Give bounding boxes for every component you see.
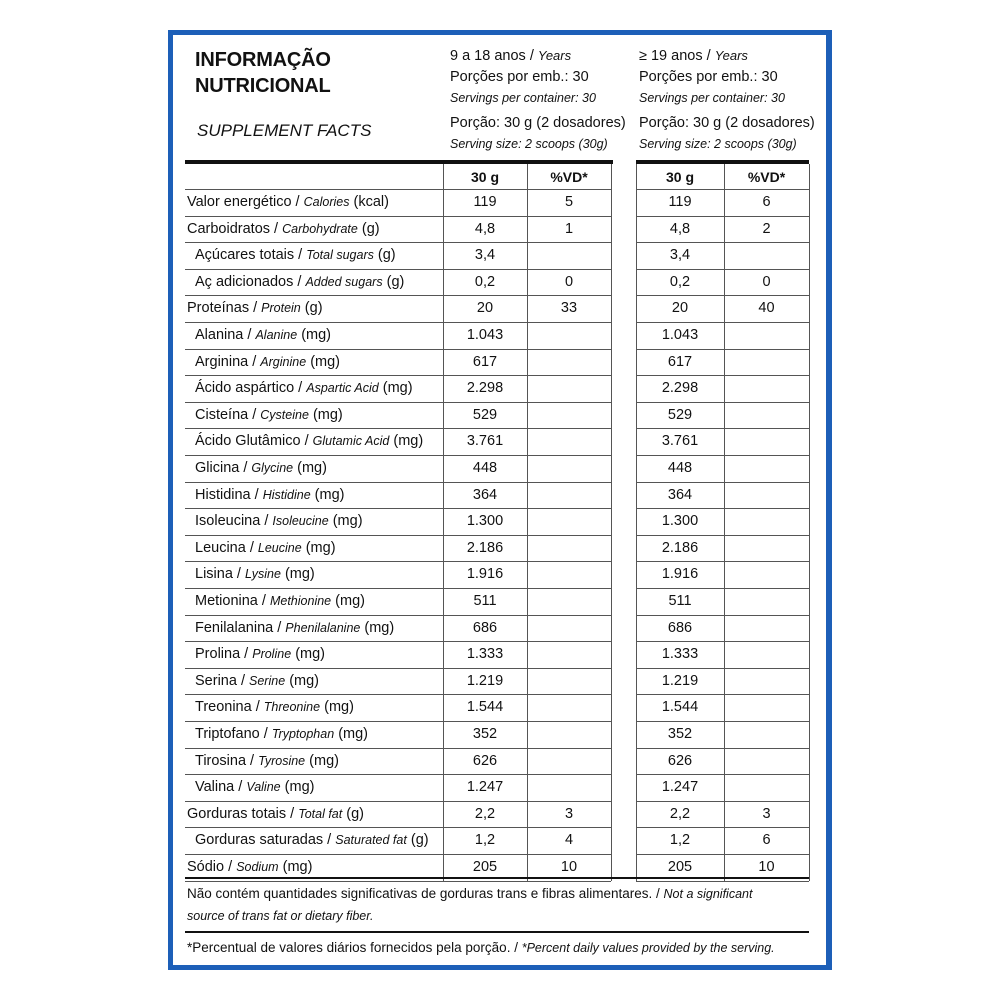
- nutrient-name-pt: Glicina /: [195, 460, 248, 476]
- amount-group-2: 1.300: [661, 513, 699, 530]
- nutrient-name-pt: Valor energético /: [187, 194, 300, 210]
- amount-group-2: 1.916: [661, 566, 699, 583]
- nutrient-label: [195, 615, 394, 642]
- nutrient-name-pt: Lisina /: [195, 566, 241, 583]
- footer-note-1: [187, 883, 752, 927]
- amount-group-2: 119: [668, 194, 692, 210]
- nutrient-name-pt: Metionina /: [195, 593, 266, 609]
- nutrition-label-frame: [168, 30, 832, 970]
- amount-group-2: 2.298: [661, 380, 699, 397]
- nutrient-name-en: Total fat: [298, 806, 343, 821]
- amount-group-1: 2.298: [466, 380, 504, 397]
- dv-group-2: 10: [758, 859, 775, 875]
- nutrient-name-en: Leucine: [257, 540, 302, 555]
- dv-group-1: [527, 748, 611, 775]
- amount-group-1: 1,2: [474, 832, 496, 849]
- amount-group-1: 1.544: [466, 699, 504, 716]
- nutrient-name-pt: Ácido Glutâmico /: [195, 433, 309, 450]
- nutrient-label: [195, 242, 396, 269]
- nutrient-label: [195, 269, 404, 296]
- nutrient-unit: (g): [361, 220, 380, 237]
- nutrient-name-en: Carbohydrate: [282, 221, 358, 236]
- dv-group-2: 40: [758, 300, 775, 317]
- nutrition-label: [173, 35, 826, 965]
- dv-group-1: [527, 721, 611, 748]
- dv-group-1: [527, 242, 611, 269]
- nutrient-unit: (mg): [309, 752, 339, 769]
- title-line-1: INFORMAÇÃO: [195, 49, 331, 71]
- dv-group-2: [724, 615, 809, 642]
- nutrient-name-en: Calories: [303, 195, 350, 209]
- dv-group-1: [527, 561, 611, 588]
- group-2-age-en: Years: [714, 48, 748, 63]
- nutrient-label: [195, 588, 365, 615]
- nutrient-label: [195, 428, 423, 455]
- dv-group-2: [724, 641, 809, 668]
- nutrient-name-pt: Ácido aspártico /: [195, 380, 303, 397]
- amount-group-2: 1.247: [661, 779, 699, 796]
- dv-group-1: [527, 535, 611, 562]
- dv-group-1: 10: [560, 859, 578, 875]
- nutrient-name-en: Serine: [249, 673, 286, 688]
- nutrient-name-en: Added sugars: [305, 274, 383, 289]
- amount-group-2: 364: [667, 486, 693, 503]
- nutrient-label: [195, 535, 336, 562]
- amount-group-1: 364: [472, 486, 498, 503]
- amount-group-1: 1.300: [466, 513, 504, 530]
- amount-group-1: 3.761: [466, 433, 504, 450]
- footer-note-1-line-2: [187, 905, 752, 927]
- dv-group-2: [724, 668, 809, 695]
- nutrient-name-pt: Carboidratos /: [187, 220, 279, 237]
- nutrient-name-pt: Açúcares totais /: [195, 247, 303, 264]
- col-amount-header-2: 30 g: [665, 169, 694, 185]
- amount-group-1: 529: [472, 406, 498, 423]
- title-line-2: NUTRICIONAL: [195, 75, 331, 97]
- nutrient-name-pt: Isoleucina /: [195, 513, 269, 530]
- nutrient-name-en: Tryptophan: [271, 727, 335, 741]
- group-1-age-en: Years: [537, 48, 572, 63]
- amount-group-1: 1.247: [466, 779, 504, 796]
- group-1-servings-en: Servings per container: 30: [450, 91, 596, 105]
- nutrient-name-pt: Treonina /: [195, 699, 260, 716]
- vline-end-2: [809, 164, 810, 881]
- footer-note-2-en: *Percent daily values provided by the serving.: [521, 941, 775, 955]
- nutrient-name-en: Saturated fat: [335, 833, 407, 848]
- nutrient-label: [195, 508, 363, 535]
- footer-note-1-line-1: [187, 883, 752, 905]
- dv-group-1: 0: [564, 273, 574, 290]
- nutrient-name-en: Methionine: [269, 594, 332, 608]
- amount-group-1: 205: [472, 859, 498, 875]
- nutrient-name-pt: Histidina /: [195, 486, 259, 503]
- dv-group-2: 6: [762, 832, 771, 849]
- nutrient-name-en: Glutamic Acid: [312, 434, 390, 449]
- nutrient-unit: (mg): [295, 646, 325, 663]
- amount-group-1: 4,8: [474, 220, 496, 237]
- amount-group-1: 1.916: [466, 566, 504, 583]
- nutrient-label: [195, 774, 314, 801]
- nutrient-name-pt: Aç adicionados /: [195, 273, 302, 290]
- amount-group-2: 0,2: [669, 273, 691, 290]
- dv-group-2: [724, 748, 809, 775]
- nutrient-name-en: Tyrosine: [258, 753, 306, 768]
- dv-group-2: [724, 349, 809, 376]
- nutrient-unit: (mg): [382, 380, 413, 397]
- nutrient-label: [195, 748, 339, 775]
- dv-group-2: 6: [762, 194, 771, 210]
- row-divider-right: [636, 881, 809, 882]
- amount-group-2: 529: [667, 406, 693, 423]
- dv-group-1: [527, 694, 611, 721]
- col-dv-header-2: %VD*: [747, 169, 786, 185]
- nutrient-unit: (mg): [284, 779, 315, 796]
- nutrient-label: [195, 349, 340, 376]
- dv-group-2: [724, 428, 809, 455]
- footer-note-2-pt: *Percentual de valores diários fornecidos pela porção. /: [187, 940, 518, 955]
- amount-group-2: 3.761: [661, 433, 699, 450]
- amount-group-2: 1.333: [661, 646, 699, 663]
- nutrient-unit: (g): [377, 247, 396, 264]
- dv-group-2: [724, 455, 809, 482]
- dv-group-1: 1: [564, 220, 574, 237]
- amount-group-2: 448: [667, 460, 693, 476]
- amount-group-2: 205: [667, 859, 693, 875]
- dv-group-2: [724, 721, 809, 748]
- group-1-servings: Porções por emb.: 30: [450, 69, 589, 85]
- dv-group-2: [724, 402, 809, 429]
- nutrient-name-pt: Prolina /: [195, 646, 249, 663]
- nutrient-name-en: Threonine: [263, 700, 321, 715]
- group-1-portion-en: Serving size: 2 scoops (30g): [450, 137, 608, 151]
- amount-group-1: 686: [472, 619, 498, 636]
- nutrient-name-en: Aspartic Acid: [306, 381, 379, 396]
- nutrient-name-pt: Alanina /: [195, 327, 252, 343]
- dv-group-2: [724, 588, 809, 615]
- nutrient-label: [195, 375, 413, 402]
- amount-group-2: 1.219: [661, 672, 699, 689]
- group-2-portion: Porção: 30 g (2 dosadores): [639, 115, 815, 131]
- nutrient-name-en: Lysine: [244, 567, 281, 582]
- group-2-servings-en: Servings per container: 30: [639, 91, 785, 105]
- dv-group-1: [527, 482, 611, 509]
- nutrient-unit: (mg): [301, 327, 332, 343]
- nutrient-unit: (g): [346, 805, 364, 822]
- nutrient-label: [195, 402, 343, 429]
- nutrient-name-en: Total sugars: [306, 248, 374, 263]
- dv-group-2: 3: [762, 805, 771, 822]
- amount-group-1: 352: [472, 726, 498, 742]
- group-2-servings: Porções por emb.: 30: [639, 69, 778, 85]
- nutrient-label: [187, 189, 389, 216]
- dv-group-2: [724, 535, 809, 562]
- dv-group-1: [527, 322, 611, 349]
- dv-group-1: [527, 508, 611, 535]
- nutrient-unit: (g): [304, 300, 323, 317]
- label-title: [195, 47, 331, 99]
- nutrient-label: [195, 694, 354, 721]
- amount-group-2: 20: [671, 300, 689, 317]
- nutrient-unit: (mg): [312, 406, 343, 423]
- nutrient-name-en: Valine: [246, 780, 281, 795]
- dv-group-2: 2: [762, 220, 771, 237]
- nutrient-unit: (mg): [305, 539, 336, 556]
- nutrient-label: [195, 641, 325, 668]
- group-2-age: [639, 45, 815, 67]
- group-header-2: [639, 45, 815, 155]
- nutrient-unit: (mg): [310, 353, 341, 370]
- dv-group-2: [724, 774, 809, 801]
- amount-group-2: 2,2: [669, 805, 691, 822]
- nutrient-label: [195, 322, 331, 349]
- dv-group-1: [527, 455, 611, 482]
- amount-group-1: 0,2: [474, 273, 496, 290]
- amount-group-2: 3,4: [669, 247, 691, 264]
- footer-note-1-pt: Não contém quantidades significativas de gorduras trans e fibras alimentares. /: [187, 886, 660, 901]
- nutrient-label: [195, 455, 327, 482]
- amount-group-1: 1.043: [466, 327, 504, 343]
- amount-group-1: 626: [472, 752, 498, 769]
- dv-group-1: [527, 375, 611, 402]
- dv-group-2: [724, 242, 809, 269]
- footer-rule-middle: [185, 931, 809, 933]
- nutrient-name-pt: Gorduras totais /: [187, 805, 295, 822]
- amount-group-2: 686: [667, 619, 693, 636]
- amount-group-1: 2,2: [474, 805, 496, 822]
- nutrient-name-pt: Leucina /: [195, 539, 254, 556]
- nutrient-name-pt: Cisteína /: [195, 406, 257, 423]
- amount-group-2: 617: [667, 353, 693, 370]
- amount-group-2: 1.043: [661, 327, 699, 343]
- nutrient-unit: (g): [410, 832, 429, 849]
- nutrient-name-en: Arginine: [260, 354, 307, 369]
- nutrient-unit: (mg): [335, 593, 365, 609]
- amount-group-2: 2.186: [661, 539, 699, 556]
- dv-group-1: 3: [564, 805, 574, 822]
- nutrient-name-en: Isoleucine: [272, 514, 329, 529]
- amount-group-2: 352: [667, 726, 693, 742]
- dv-group-1: [527, 668, 611, 695]
- amount-group-1: 1.333: [466, 646, 504, 663]
- row-divider-left: [185, 881, 611, 882]
- group-1-age: [450, 45, 626, 67]
- dv-group-2: [724, 375, 809, 402]
- dv-group-1: [527, 774, 611, 801]
- dv-group-1: 5: [564, 194, 574, 210]
- dv-group-2: 0: [762, 273, 771, 290]
- dv-group-1: [527, 349, 611, 376]
- nutrient-unit: (mg): [393, 433, 424, 450]
- nutrient-unit: (mg): [324, 699, 354, 716]
- nutrient-name-en: Protein: [261, 301, 301, 316]
- nutrient-name-en: Glycine: [251, 461, 294, 475]
- amount-group-2: 626: [667, 752, 693, 769]
- dv-group-1: [527, 615, 611, 642]
- nutrient-unit: (mg): [314, 486, 345, 503]
- dv-group-1: [527, 641, 611, 668]
- dv-group-2: [724, 561, 809, 588]
- dv-group-1: [527, 428, 611, 455]
- col-dv-header-1: %VD*: [550, 169, 588, 185]
- nutrient-unit: (mg): [332, 513, 363, 530]
- amount-group-1: 119: [473, 194, 497, 210]
- nutrient-unit: (mg): [338, 726, 368, 742]
- nutrient-label: [195, 668, 319, 695]
- nutrient-name-pt: Gorduras saturadas /: [195, 832, 332, 849]
- nutrient-name-pt: Proteínas /: [187, 300, 258, 317]
- nutrient-unit: (mg): [284, 566, 315, 583]
- nutrient-unit: (mg): [297, 460, 327, 476]
- nutrient-name-en: Cysteine: [260, 407, 309, 422]
- nutrient-name-pt: Serina /: [195, 672, 245, 689]
- amount-group-2: 1,2: [669, 832, 691, 849]
- amount-group-1: 448: [472, 460, 498, 476]
- nutrient-name-pt: Sódio /: [187, 859, 233, 875]
- group-1-portion: Porção: 30 g (2 dosadores): [450, 115, 626, 131]
- amount-group-1: 20: [476, 300, 494, 317]
- nutrient-unit: (mg): [289, 672, 319, 689]
- nutrient-label: [195, 482, 344, 509]
- footer-note-2: [187, 937, 775, 959]
- nutrient-label: [187, 295, 323, 322]
- amount-group-1: 1.219: [466, 672, 504, 689]
- nutrient-label: [187, 216, 380, 243]
- footer-rule-top: [185, 877, 809, 879]
- nutrient-name-pt: Triptofano /: [195, 726, 268, 742]
- group-header-1: [450, 45, 626, 155]
- nutrient-name-en: Proline: [252, 647, 292, 662]
- footer-note-1-en-a: Not a significant: [663, 887, 753, 901]
- dv-group-2: [724, 694, 809, 721]
- nutrient-name-pt: Arginina /: [195, 353, 257, 370]
- nutrient-name-pt: Valina /: [195, 779, 243, 796]
- nutrient-label: [195, 561, 315, 588]
- footer-note-1-en-b: source of trans fat or dietary fiber.: [187, 909, 374, 923]
- nutrient-name-en: Alanine: [255, 328, 298, 342]
- dv-group-2: [724, 482, 809, 509]
- dv-group-2: [724, 508, 809, 535]
- dv-group-2: [724, 322, 809, 349]
- amount-group-1: 617: [472, 353, 498, 370]
- group-1-age-pt: 9 a 18 anos /: [450, 48, 534, 64]
- dv-group-1: 4: [564, 832, 574, 849]
- nutrient-name-en: Histidine: [262, 487, 311, 502]
- dv-group-1: 33: [560, 300, 578, 317]
- group-2-portion-en: Serving size: 2 scoops (30g): [639, 137, 797, 151]
- nutrient-label: [195, 721, 368, 748]
- amount-group-2: 4,8: [669, 220, 691, 237]
- col-amount-header-1: 30 g: [470, 169, 499, 185]
- label-subtitle: SUPPLEMENT FACTS: [197, 121, 372, 140]
- vline-end-1: [611, 164, 612, 881]
- nutrient-unit: (g): [386, 273, 405, 290]
- nutrient-label: [195, 827, 429, 854]
- amount-group-2: 1.544: [661, 699, 699, 716]
- nutrient-name-en: Phenilalanine: [285, 620, 361, 635]
- nutrient-name-en: Sodium: [236, 860, 279, 874]
- amount-group-1: 3,4: [474, 247, 496, 264]
- amount-group-1: 2.186: [466, 539, 504, 556]
- dv-group-1: [527, 402, 611, 429]
- nutrient-name-pt: Fenilalanina /: [195, 619, 282, 636]
- nutrient-label: [187, 801, 364, 828]
- nutrient-unit: (kcal): [353, 194, 389, 210]
- nutrient-name-pt: Tirosina /: [195, 752, 255, 769]
- nutrient-unit: (mg): [364, 619, 395, 636]
- group-2-age-pt: ≥ 19 anos /: [639, 48, 711, 64]
- nutrient-unit: (mg): [282, 859, 313, 875]
- amount-group-1: 511: [473, 593, 497, 609]
- dv-group-1: [527, 588, 611, 615]
- amount-group-2: 511: [668, 593, 692, 609]
